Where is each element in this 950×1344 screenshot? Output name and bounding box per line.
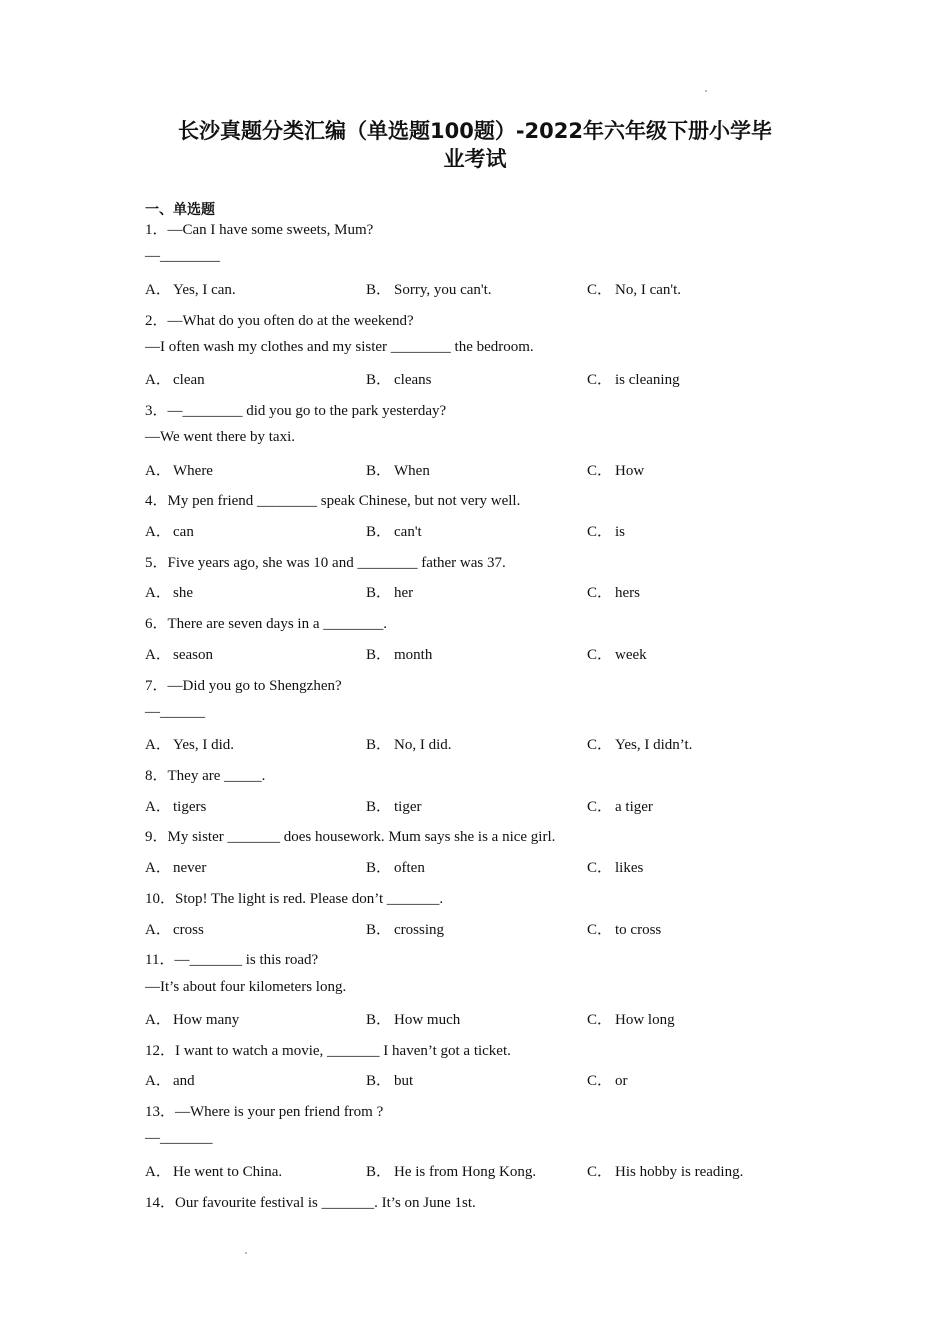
question-2-stem: 2．—What do you often do at the weekend? (145, 313, 414, 329)
question-8-option-b[interactable]: B． tiger (366, 799, 422, 815)
question-5-stem: 5．Five years ago, she was 10 and ________ father was 37. (145, 555, 506, 571)
title-line-2: 业考试 (443, 147, 507, 171)
question-1-line-2: —________ (145, 248, 220, 264)
question-12-option-b[interactable]: B． but (366, 1073, 414, 1089)
question-12-option-a[interactable]: A． and (145, 1073, 195, 1089)
question-8-option-a[interactable]: A． tigers (145, 799, 207, 815)
question-2-option-a[interactable]: A． clean (145, 372, 205, 388)
question-13-option-b[interactable]: B． He is from Hong Kong. (366, 1164, 537, 1180)
question-14-stem: 14．Our favourite festival is _______. It’s on June 1st. (145, 1195, 476, 1211)
scan-speck (705, 90, 707, 92)
question-3-stem: 3．—________ did you go to the park yesterday? (145, 403, 447, 419)
question-10-option-b[interactable]: B． crossing (366, 922, 444, 938)
question-3-option-b[interactable]: B． When (366, 463, 430, 479)
question-4-stem: 4．My pen friend ________ speak Chinese, but not very well. (145, 493, 521, 509)
question-5-option-b[interactable]: B． her (366, 585, 414, 601)
question-1-stem: 1．—Can I have some sweets, Mum? (145, 222, 374, 238)
question-4-option-b[interactable]: B． can't (366, 524, 422, 540)
question-1-option-a[interactable]: A． Yes, I can. (145, 282, 236, 298)
question-9-stem: 9．My sister _______ does housework. Mum says she is a nice girl. (145, 829, 556, 845)
title-line-1: 长沙真题分类汇编（单选题100题）-2022年六年级下册小学毕 (178, 119, 772, 143)
question-3-line-2: —We went there by taxi. (145, 429, 295, 445)
question-6-option-a[interactable]: A． season (145, 647, 213, 663)
question-11-option-c[interactable]: C． How long (587, 1012, 675, 1028)
question-7-option-b[interactable]: B． No, I did. (366, 737, 452, 753)
question-5-option-c[interactable]: C． hers (587, 585, 640, 601)
question-10-option-c[interactable]: C． to cross (587, 922, 662, 938)
question-11-option-a[interactable]: A． How many (145, 1012, 240, 1028)
question-2-line-2: —I often wash my clothes and my sister ________ the bedroom. (145, 339, 534, 355)
question-7-option-c[interactable]: C． Yes, I didn’t. (587, 737, 693, 753)
question-9-option-c[interactable]: C． likes (587, 860, 644, 876)
scan-speck (245, 1252, 247, 1254)
question-4-option-c[interactable]: C． is (587, 524, 626, 540)
page-title (130, 117, 820, 173)
question-8-option-c[interactable]: C． a tiger (587, 799, 653, 815)
question-2-option-c[interactable]: C． is cleaning (587, 372, 680, 388)
question-1-option-b[interactable]: B． Sorry, you can't. (366, 282, 492, 298)
question-11-line-2: —It’s about four kilometers long. (145, 979, 347, 995)
question-4-option-a[interactable]: A． can (145, 524, 194, 540)
question-2-option-b[interactable]: B． cleans (366, 372, 432, 388)
question-13-option-c[interactable]: C． His hobby is reading. (587, 1164, 744, 1180)
question-1-option-c[interactable]: C． No, I can't. (587, 282, 682, 298)
question-7-line-2: —______ (145, 704, 205, 720)
question-3-option-a[interactable]: A． Where (145, 463, 213, 479)
question-5-option-a[interactable]: A． she (145, 585, 193, 601)
question-6-option-b[interactable]: B． month (366, 647, 433, 663)
question-12-stem: 12．I want to watch a movie, _______ I haven’t got a ticket. (145, 1043, 511, 1059)
question-6-option-c[interactable]: C． week (587, 647, 647, 663)
section-heading: 一、单选题 (145, 202, 215, 218)
question-3-option-c[interactable]: C． How (587, 463, 645, 479)
question-10-option-a[interactable]: A． cross (145, 922, 204, 938)
question-9-option-a[interactable]: A． never (145, 860, 207, 876)
question-13-stem: 13．—Where is your pen friend from ? (145, 1104, 384, 1120)
question-9-option-b[interactable]: B． often (366, 860, 425, 876)
question-6-stem: 6．There are seven days in a ________. (145, 616, 388, 632)
question-10-stem: 10．Stop! The light is red. Please don’t _______. (145, 891, 444, 907)
question-13-option-a[interactable]: A． He went to China. (145, 1164, 283, 1180)
question-8-stem: 8．They are _____. (145, 768, 266, 784)
question-7-stem: 7．—Did you go to Shengzhen? (145, 678, 342, 694)
question-12-option-c[interactable]: C． or (587, 1073, 628, 1089)
question-7-option-a[interactable]: A． Yes, I did. (145, 737, 234, 753)
question-11-stem: 11．—_______ is this road? (145, 952, 319, 968)
question-13-line-2: —_______ (145, 1130, 213, 1146)
question-11-option-b[interactable]: B． How much (366, 1012, 461, 1028)
